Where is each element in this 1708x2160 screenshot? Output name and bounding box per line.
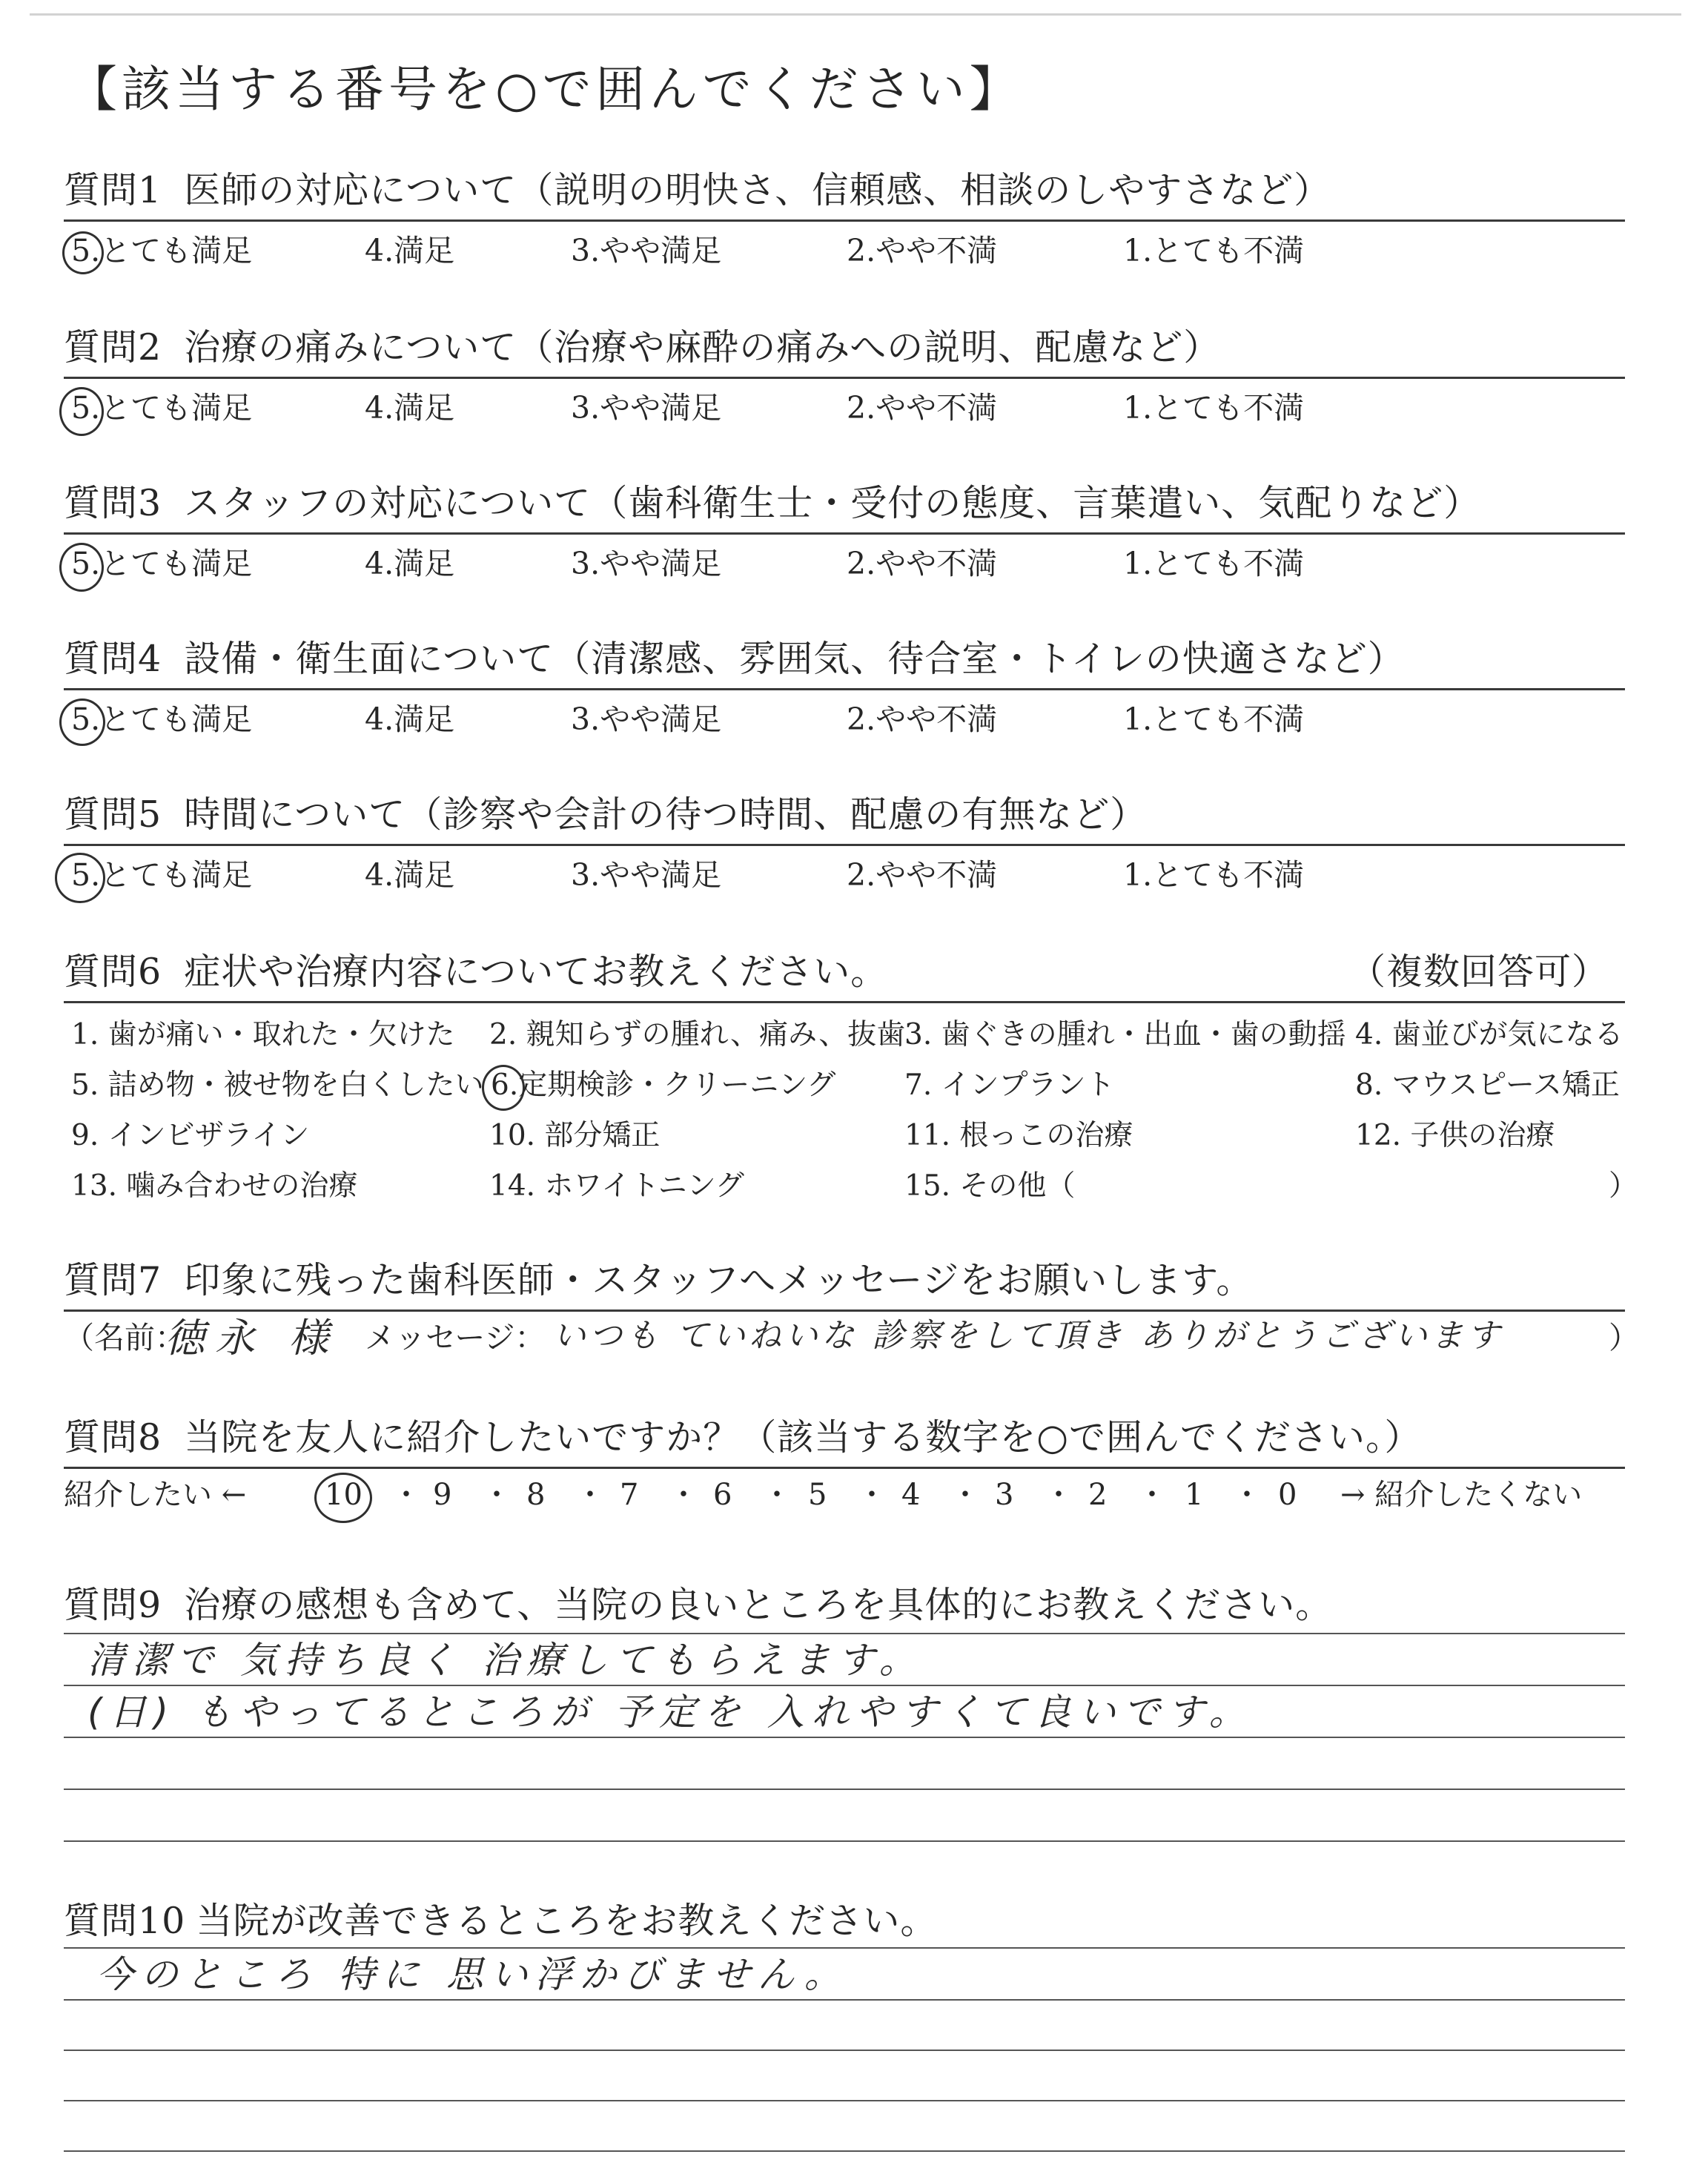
- question-text: 治療の感想も含めて、当院の良いところを具体的にお教えください。: [184, 1584, 1333, 1626]
- scale-dot: ・: [762, 1478, 792, 1512]
- handwritten-answer-line-1: 清潔で 気持ち良く 治療してもらえます。: [87, 1639, 924, 1682]
- scale-dot: ・: [1232, 1478, 1262, 1512]
- question-4: [64, 638, 1405, 680]
- question-text: 当院が改善できるところをお教えください。: [196, 1900, 938, 1942]
- rating-option-3[interactable]: 3.やや満足: [571, 857, 722, 893]
- question-number: 質問8: [64, 1416, 162, 1459]
- answer-line: [64, 1999, 1625, 2001]
- treatment-option-3[interactable]: 3. 歯ぐきの腫れ・出血・歯の動揺: [904, 1018, 1346, 1051]
- rating-option-5[interactable]: 5.とても満足: [71, 233, 253, 268]
- divider: [64, 1309, 1625, 1312]
- treatment-option-13[interactable]: 13. 噛み合わせの治療: [71, 1169, 358, 1203]
- answer-line: [64, 2050, 1625, 2051]
- divider: [64, 688, 1625, 690]
- scale-dot: ・: [391, 1478, 421, 1512]
- divider: [64, 1001, 1625, 1003]
- rating-option-1[interactable]: 1.とても不満: [1123, 233, 1305, 268]
- score-6[interactable]: 6: [713, 1478, 732, 1512]
- rating-option-1[interactable]: 1.とても不満: [1123, 390, 1305, 426]
- rating-option-3[interactable]: 3.やや満足: [571, 233, 722, 268]
- treatment-option-1[interactable]: 1. 歯が痛い・取れた・欠けた: [71, 1018, 455, 1051]
- recommend-right-label: → 紹介したくない: [1340, 1478, 1583, 1512]
- handwritten-answer-line-1: 今のところ 特に 思い浮かびません。: [96, 1953, 849, 1996]
- handwritten-name: 徳永 様: [165, 1315, 340, 1361]
- answer-line: [64, 2100, 1625, 2101]
- message-close-paren: ）: [1609, 1320, 1639, 1355]
- question-number: 質問4: [64, 638, 162, 680]
- name-label: （名前：: [64, 1320, 185, 1355]
- scale-dot: ・: [1137, 1478, 1167, 1512]
- question-text: 設備・衛生面について（清潔感、雰囲気、待合室・トイレの快適さなど）: [184, 638, 1405, 680]
- handwritten-message: いつも ていねいな 診察をして頂き ありがとうございます: [553, 1317, 1503, 1355]
- answer-line: [64, 1947, 1625, 1949]
- rating-option-1[interactable]: 1.とても不満: [1123, 701, 1305, 737]
- sheet-edge: [30, 13, 1681, 16]
- answer-line: [64, 1737, 1625, 1738]
- question-5: [64, 793, 1148, 836]
- answer-line: [64, 1685, 1625, 1686]
- score-9[interactable]: 9: [433, 1478, 452, 1512]
- score-1[interactable]: 1: [1185, 1478, 1204, 1512]
- question-number: 質問1: [64, 169, 162, 211]
- question-text: 治療の痛みについて（治療や麻酔の痛みへの説明、配慮など）: [184, 326, 1221, 369]
- question-text: 印象に残った歯科医師・スタッフへメッセージをお願いします。: [184, 1259, 1254, 1301]
- treatment-option-11[interactable]: 11. 根っこの治療: [904, 1119, 1133, 1152]
- scale-dot: ・: [1044, 1478, 1073, 1512]
- scale-dot: ・: [575, 1478, 605, 1512]
- answer-line: [64, 1633, 1625, 1634]
- rating-option-5[interactable]: 5.とても満足: [71, 857, 253, 893]
- message-label: メッセージ：: [365, 1320, 546, 1355]
- score-0[interactable]: 0: [1278, 1478, 1297, 1512]
- divider: [64, 532, 1625, 535]
- multiple-answer-note: （複数回答可）: [1349, 951, 1609, 993]
- question-2: [64, 326, 1221, 369]
- treatment-option-12[interactable]: 12. 子供の治療: [1355, 1119, 1555, 1152]
- rating-option-1[interactable]: 1.とても不満: [1123, 857, 1305, 893]
- scale-dot: ・: [669, 1478, 698, 1512]
- rating-option-2[interactable]: 2.やや不満: [847, 233, 998, 268]
- question-text: 時間について（診察や会計の待つ時間、配慮の有無など）: [184, 793, 1148, 836]
- question-number: 質問5: [64, 793, 162, 836]
- divider: [64, 844, 1625, 846]
- question-text: 症状や治療内容についてお教えください。: [184, 951, 888, 993]
- question-9: [64, 1584, 1333, 1626]
- treatment-option-8[interactable]: 8. マウスピース矯正: [1355, 1069, 1620, 1102]
- score-8[interactable]: 8: [526, 1478, 546, 1512]
- rating-option-2[interactable]: 2.やや不満: [847, 701, 998, 737]
- answer-line: [64, 2150, 1625, 2152]
- question-7: [64, 1259, 1254, 1301]
- question-text: 医師の対応について（説明の明快さ、信頼感、相談のしやすさなど）: [184, 169, 1331, 211]
- treatment-option-6[interactable]: 6.定期検診・クリーニング: [491, 1069, 836, 1102]
- rating-option-4[interactable]: 4.満足: [365, 546, 455, 581]
- treatment-option-7[interactable]: 7. インプラント: [904, 1069, 1115, 1102]
- question-text: 当院を友人に紹介したいですか？（該当する数字を○で囲んでください。）: [184, 1416, 1422, 1459]
- divider: [64, 1467, 1625, 1469]
- instruction-title: 【該当する番号を○で囲んでください】: [68, 61, 1023, 118]
- answer-line: [64, 1789, 1625, 1790]
- rating-option-3[interactable]: 3.やや満足: [571, 701, 722, 737]
- rating-option-3[interactable]: 3.やや満足: [571, 390, 722, 426]
- question-number: 質問7: [64, 1259, 162, 1301]
- question-3: [64, 482, 1481, 524]
- rating-option-4[interactable]: 4.満足: [365, 233, 455, 268]
- score-2[interactable]: 2: [1088, 1478, 1108, 1512]
- treatment-option-15[interactable]: 15. その他（: [904, 1169, 1076, 1203]
- question-1: [64, 169, 1331, 211]
- rating-option-2[interactable]: 2.やや不満: [847, 546, 998, 581]
- scale-dot: ・: [857, 1478, 887, 1512]
- treatment-option-5[interactable]: 5. 詰め物・被せ物を白くしたい: [71, 1069, 484, 1102]
- treatment-option-14[interactable]: 14. ホワイトニング: [489, 1169, 744, 1203]
- question-number: 質問3: [64, 482, 162, 524]
- treatment-option-4[interactable]: 4. 歯並びが気になる: [1355, 1018, 1623, 1051]
- score-7[interactable]: 7: [620, 1478, 639, 1512]
- question-number: 質問6: [64, 951, 162, 993]
- question-10: [64, 1900, 938, 1942]
- recommend-left-label: 紹介したい ←: [64, 1478, 247, 1512]
- question-8: [64, 1416, 1422, 1459]
- question-number: 質問9: [64, 1584, 162, 1626]
- answer-line: [64, 1840, 1625, 1842]
- rating-option-2[interactable]: 2.やや不満: [847, 857, 998, 893]
- divider: [64, 377, 1625, 379]
- treatment-option-9[interactable]: 9. インビザライン: [71, 1119, 310, 1152]
- question-number: 質問10: [64, 1900, 186, 1942]
- rating-option-4[interactable]: 4.満足: [365, 857, 455, 893]
- score-4[interactable]: 4: [901, 1478, 921, 1512]
- score-10[interactable]: 10: [325, 1478, 363, 1512]
- rating-option-4[interactable]: 4.満足: [365, 701, 455, 737]
- rating-option-5[interactable]: 5.とても満足: [71, 546, 253, 581]
- question-text: スタッフの対応について（歯科衛生士・受付の態度、言葉遣い、気配りなど）: [184, 482, 1481, 524]
- treatment-option-10[interactable]: 10. 部分矯正: [489, 1119, 661, 1152]
- score-5[interactable]: 5: [808, 1478, 827, 1512]
- rating-option-3[interactable]: 3.やや満足: [571, 546, 722, 581]
- score-3[interactable]: 3: [995, 1478, 1014, 1512]
- rating-option-1[interactable]: 1.とても不満: [1123, 546, 1305, 581]
- divider: [64, 219, 1625, 222]
- scale-dot: ・: [482, 1478, 512, 1512]
- other-close-paren: ）: [1609, 1169, 1638, 1203]
- rating-option-2[interactable]: 2.やや不満: [847, 390, 998, 426]
- question-number: 質問2: [64, 326, 162, 369]
- rating-option-5[interactable]: 5.とても満足: [71, 701, 253, 737]
- rating-option-4[interactable]: 4.満足: [365, 390, 455, 426]
- scale-dot: ・: [950, 1478, 980, 1512]
- treatment-option-2[interactable]: 2. 親知らずの腫れ、痛み、抜歯: [489, 1018, 906, 1051]
- rating-option-5[interactable]: 5.とても満足: [71, 390, 253, 426]
- handwritten-answer-line-2: (日) もやってるところが 予定を 入れやすくて良いです。: [87, 1691, 1254, 1734]
- question-6: [64, 951, 888, 993]
